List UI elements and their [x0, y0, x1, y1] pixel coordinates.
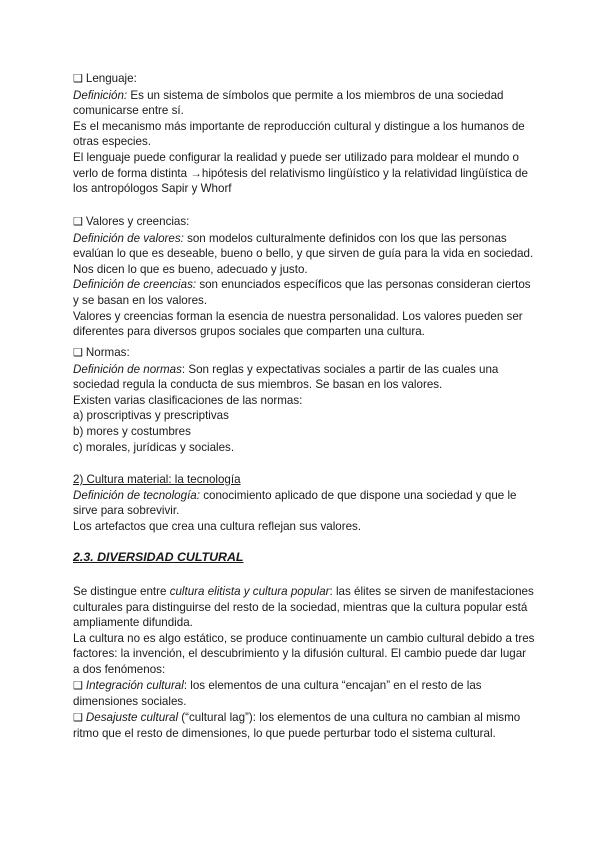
bullet-paragraph: [73, 678, 535, 710]
bullet-paragraph: [73, 710, 535, 742]
text-run: Se distingue entre: [73, 585, 170, 598]
heading-text: Valores y creencias:: [85, 215, 190, 228]
definition-text: Es un sistema de símbolos que permite a los miembros de una sociedad comunicarse entre sí.: [73, 88, 504, 118]
definition-paragraph: [73, 88, 535, 119]
definition-paragraph: [73, 362, 535, 393]
section-valores: [73, 214, 535, 340]
section-normas: [73, 345, 535, 455]
list-item: b) mores y costumbres: [73, 424, 191, 438]
section-diversidad-heading: [73, 550, 535, 566]
definition-text: : Son reglas y expectativas sociales a partir de las cuales una sociedad regula la conducta de sus miembros. Se basan en los valores.: [73, 362, 499, 392]
paragraph: Existen varias clasificaciones de las normas:: [73, 393, 303, 407]
emphasis-text: cultura elitista y cultura popular: [169, 585, 330, 598]
emphasis-text: Integración cultural: [85, 678, 184, 692]
section-title: 2) Cultura material: la tecnología: [73, 473, 241, 486]
emphasis-text: Desajuste cultural: [85, 710, 179, 724]
definition-label: Definición de valores:: [73, 231, 184, 245]
text-run: : los elementos de una cultura “encajan” en el resto de las dimensiones sociales.: [73, 678, 482, 709]
definition-paragraph: [73, 231, 535, 278]
checkbox-bullet-icon: ❑: [73, 216, 83, 228]
definition-label: Definición de normas: [73, 362, 182, 376]
definition-text: son modelos culturalmente definidos con los que las personas evalúan lo que es deseable, bueno o bello, y que sirven de guía para la vida en sociedad. Nos dicen lo que es bueno, adecuado y justo.: [73, 231, 534, 276]
checkbox-bullet-icon: ❑: [73, 73, 83, 85]
paragraph: El lenguaje puede configurar la realidad y puede ser utilizado para moldear el mundo o verlo de forma distinta →hipótesis del relativismo lingüístico y la relatividad lingüística de los antropólogos Sapir y Whorf: [73, 150, 528, 196]
paragraph: [73, 584, 535, 631]
paragraph: La cultura no es algo estático, se produce continuamente un cambio cultural debido a tres factores: la invención, el descubrimiento y la difusión cultural. El cambio puede dar lugar a dos fenómenos:: [73, 631, 535, 676]
definition-text: conocimiento aplicado de que dispone una sociedad y que le sirve para sobrevivir.: [73, 488, 517, 518]
definition-paragraph: [73, 488, 535, 519]
checkbox-bullet-icon: ❑: [73, 347, 83, 359]
list-item: c) morales, jurídicas y sociales.: [73, 440, 235, 454]
paragraph: Valores y creencias forman la esencia de nuestra personalidad. Los valores pueden ser diferentes para diversos grupos sociales que comparten una cultura.: [73, 309, 523, 339]
definition-paragraph: [73, 277, 535, 308]
paragraph: Los artefactos que crea una cultura reflejan sus valores.: [73, 519, 362, 533]
bullet-heading: [73, 345, 535, 362]
section-diversidad: [73, 584, 535, 742]
heading-text: Lenguaje:: [85, 72, 137, 85]
checkbox-bullet-icon: ❑: [73, 679, 83, 692]
definition-label: Definición de tecnología:: [73, 488, 200, 502]
bullet-heading: [73, 214, 535, 231]
list-item: a) proscriptivas y prescriptivas: [73, 409, 229, 423]
bullet-heading: [73, 71, 535, 88]
section-heading: 2.3. DIVERSIDAD CULTURAL: [73, 550, 244, 564]
section-cultura-material: [73, 472, 535, 534]
text-run: : las élites se sirven de manifestaciones culturales para distinguirse del resto de la sociedad, mientras que la cultura popular está ampliamente difundida.: [73, 585, 534, 630]
definition-label: Definición de creencias:: [73, 278, 197, 292]
checkbox-bullet-icon: ❑: [73, 711, 83, 724]
paragraph: Es el mecanismo más importante de reproducción cultural y distingue a los humanos de otras especies.: [73, 119, 525, 149]
text-run: (“cultural lag”): los elementos de una cultura no cambian al mismo ritmo que el resto de dimensiones, lo que puede perturbar todo el sistema cultural.: [73, 710, 521, 741]
heading-text: Normas:: [85, 346, 130, 359]
definition-text: son enunciados específicos que las personas consideran ciertos y se basan en los valores.: [73, 278, 531, 307]
section-lenguaje: [73, 71, 535, 197]
definition-label: Definición:: [73, 88, 128, 102]
